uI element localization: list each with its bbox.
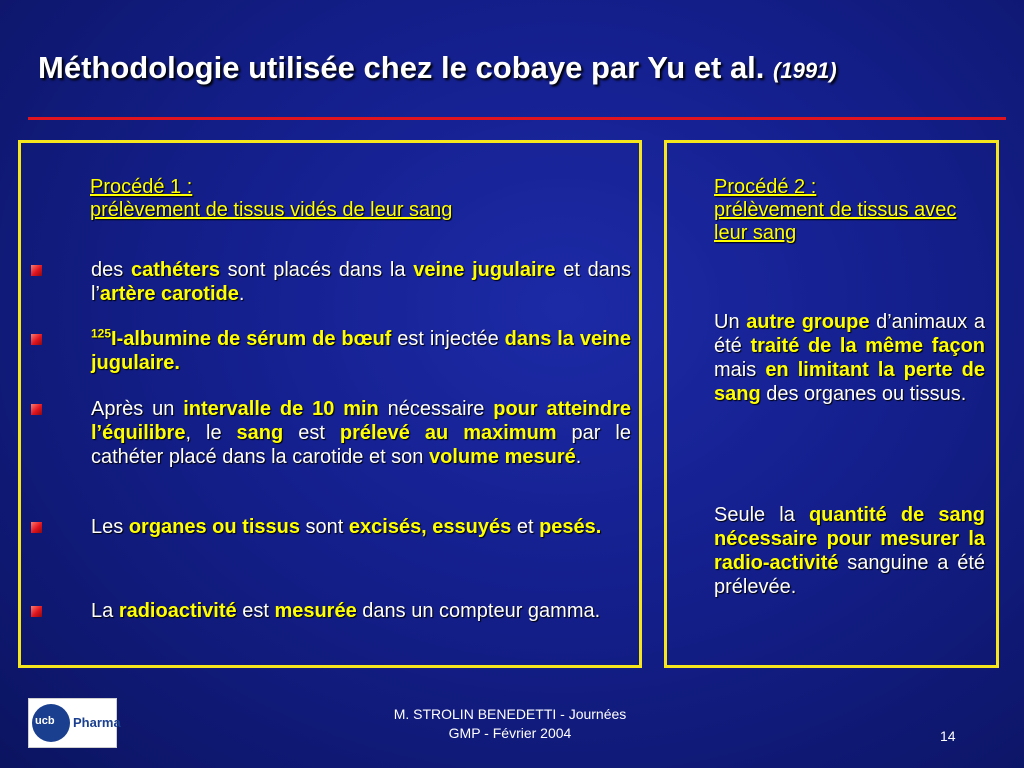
procedure-1-label: Procédé 1 : xyxy=(90,176,193,198)
procedure-1-heading xyxy=(90,176,452,222)
list-item: des cathéters sont placés dans la veine jugulaire et dans l’artère carotide. xyxy=(91,258,631,306)
procedure-2-heading xyxy=(714,176,984,245)
bullet-marker xyxy=(31,522,42,533)
logo-pharma-text: Pharma xyxy=(73,715,121,730)
title-year: (1991) xyxy=(773,58,837,83)
footer-line-1: M. STROLIN BENEDETTI - Journées xyxy=(393,706,627,722)
bullet-marker xyxy=(31,606,42,617)
list-item: Après un intervalle de 10 min nécessaire pour atteindre l’équilibre, le sang est prélevé au maximum par le cathéter placé dans la carotide et son volume mesuré. xyxy=(91,397,631,469)
footer-line-2: GMP - Février 2004 xyxy=(448,725,572,741)
ucb-pharma-logo xyxy=(28,698,121,748)
footer-credit xyxy=(340,705,680,743)
title-text: Méthodologie utilisée chez le cobaye par Yu et al. xyxy=(38,50,765,85)
title-divider xyxy=(28,117,1006,120)
procedure-2-label: Procédé 2 : xyxy=(714,176,817,198)
list-item: La radioactivité est mesurée dans un compteur gamma. xyxy=(91,599,631,623)
bullet-marker xyxy=(31,334,42,345)
bullet-marker xyxy=(31,265,42,276)
page-number: 14 xyxy=(940,728,956,744)
procedure-1-description: prélèvement de tissus vidés de leur sang xyxy=(90,199,453,221)
procedure-2-paragraph-2: Seule la quantité de sang nécessaire pour mesurer la radio-activité sanguine a été prélevée. xyxy=(714,504,985,598)
list-item: Les organes ou tissus sont excisés, essuyés et pesés. xyxy=(91,515,631,539)
list-item: $^{125}$I-albumine de sérum de bœuf est injectée dans la veine jugulaire. xyxy=(91,327,631,375)
bullet-marker xyxy=(31,404,42,415)
logo-ucb-text: ucb xyxy=(35,715,55,727)
slide-title xyxy=(38,50,837,86)
procedure-2-description: prélèvement de tissus avec leur sang xyxy=(714,199,957,244)
procedure-2-paragraph-1: Un autre groupe d’animaux a été traité de la même façon mais en limitant la perte de sang des organes ou tissus. xyxy=(714,311,986,405)
